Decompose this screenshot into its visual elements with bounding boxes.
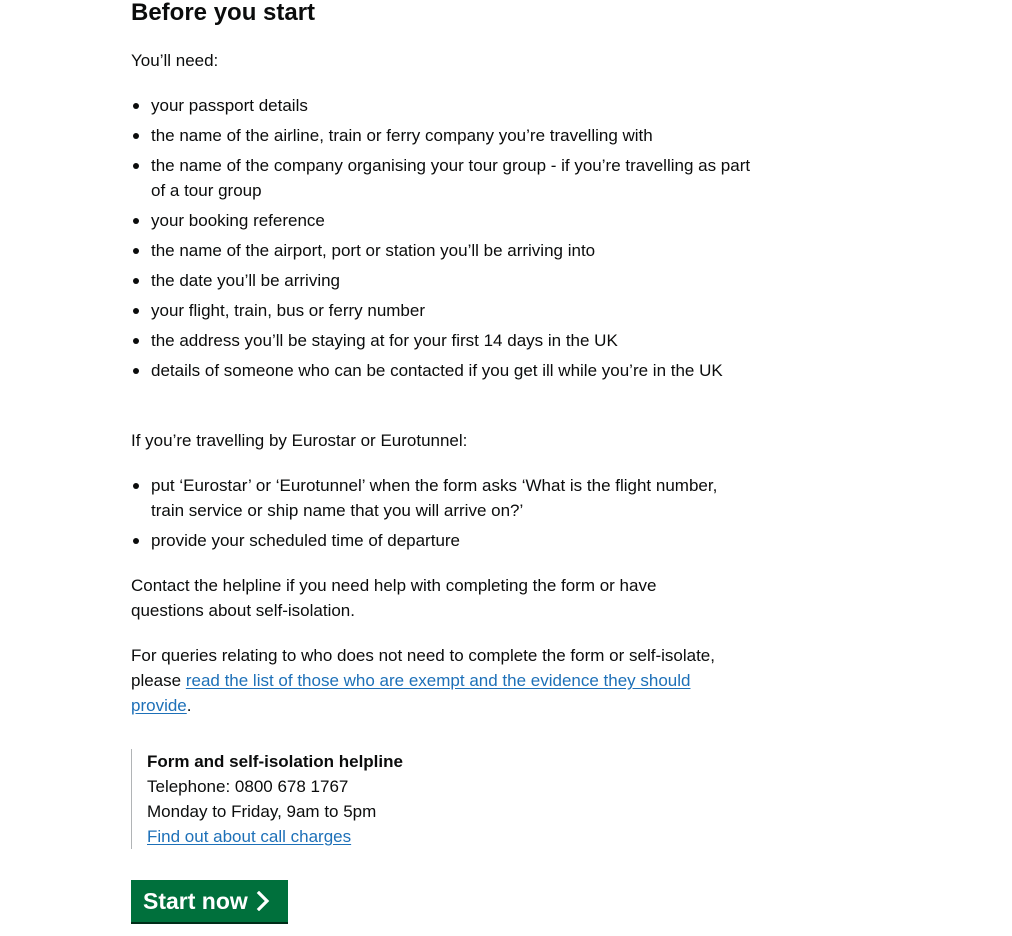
chevron-right-icon	[256, 891, 270, 911]
list-item: the name of the airline, train or ferry company you’re travelling with	[131, 123, 761, 148]
section-heading: Before you start	[131, 0, 316, 26]
needs-list	[131, 93, 761, 388]
eurostar-list	[131, 473, 721, 558]
list-item: provide your scheduled time of departure	[131, 528, 721, 553]
needs-intro: You’ll need:	[131, 51, 219, 70]
helpline-telephone: Telephone: 0800 678 1767	[147, 777, 349, 796]
helpline-hours: Monday to Friday, 9am to 5pm	[147, 802, 377, 821]
list-item: details of someone who can be contacted if you get ill while you’re in the UK	[131, 358, 761, 383]
helpline-inset	[131, 749, 403, 849]
list-item: the date you’ll be arriving	[131, 268, 761, 293]
list-item: the name of the airport, port or station you’ll be arriving into	[131, 238, 761, 263]
eurostar-intro: If you’re travelling by Eurostar or Eurotunnel:	[131, 431, 468, 450]
helpline-title: Form and self-isolation helpline	[147, 752, 403, 771]
call-charges-link[interactable]: Find out about call charges	[147, 827, 352, 846]
list-item: your passport details	[131, 93, 761, 118]
list-item: your flight, train, bus or ferry number	[131, 298, 761, 323]
list-item: the name of the company organising your tour group - if you’re travelling as part of a tour group	[131, 153, 761, 203]
start-now-button[interactable]	[131, 880, 288, 922]
contact-helpline-text: Contact the helpline if you need help with completing the form or have questions about self-isolation.	[131, 576, 657, 620]
list-item: your booking reference	[131, 208, 761, 233]
exempt-queries-text	[131, 643, 746, 718]
exempt-list-link[interactable]: read the list of those who are exempt and the evidence they should provide	[131, 671, 691, 715]
queries-end: .	[186, 696, 192, 715]
list-item: put ‘Eurostar’ or ‘Eurotunnel’ when the form asks ‘What is the flight number, train service or ship name that you will arrive on?’	[131, 473, 721, 523]
start-now-label: Start now	[143, 887, 248, 914]
queries-text: For queries relating to who does not need to complete the form or self-isolate, please	[131, 646, 715, 690]
list-item: the address you’ll be staying at for your first 14 days in the UK	[131, 328, 761, 353]
